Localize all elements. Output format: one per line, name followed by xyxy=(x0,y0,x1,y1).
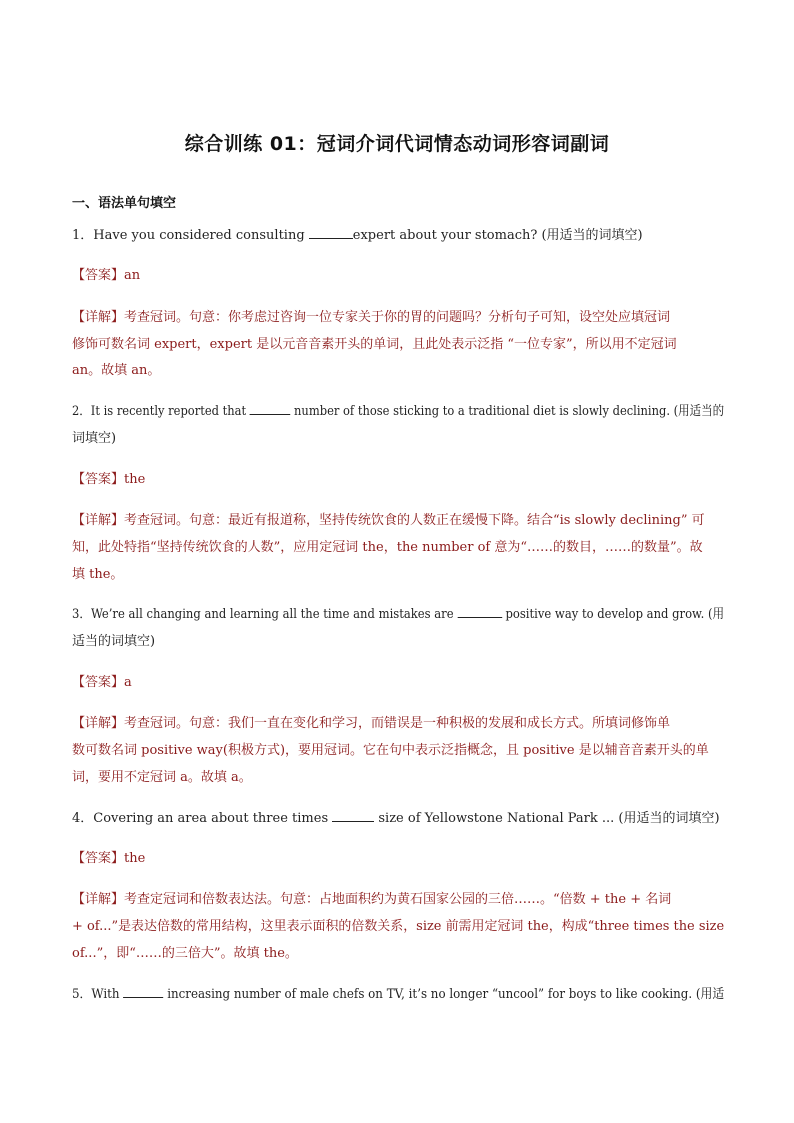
explanation-3-line-3: 词，要用不定冠词 a。故填 a。 xyxy=(72,770,252,785)
explanation-4-line-3: of...”，即“……的三倍大”。故填 the。 xyxy=(72,946,298,961)
question-1: 1．Have you considered consulting expert about your stomach? (用适当的词填空) xyxy=(72,228,643,243)
answer-blank xyxy=(309,226,353,239)
explanation-1-line-1: 【详解】考查冠词。句意：你考虑过咨询一位专家关于你的胃的问题吗？分析句子可知，设空处应填冠词 xyxy=(72,310,671,325)
answer-1: 【答案】an xyxy=(72,268,141,283)
question-4: 4．Covering an area about three times size of Yellowstone National Park ... (用适当的词填空) xyxy=(72,811,720,826)
explanation-3-line-1: 【详解】考查冠词。句意：我们一直在变化和学习，而错误是一种积极的发展和成长方式。所填词修饰单 xyxy=(72,716,671,731)
explanation-2-line-3: 填 the。 xyxy=(72,567,124,582)
answer-2: 【答案】the xyxy=(72,472,146,487)
explanation-4-line-1: 【详解】考查定冠词和倍数表达法。句意：占地面积约为黄石国家公园的三倍……。“倍数 + the + 名词 xyxy=(72,892,672,907)
question-5: 5．With increasing number of male chefs on TV, it’s no longer “uncool” for boys to like cooking. (用适 xyxy=(72,987,725,1002)
answer-blank xyxy=(123,985,163,998)
explanation-2-line-2: 知，此处特指“坚持传统饮食的人数”，应用定冠词 the，the number of 意为“……的数目，……的数量”。故 xyxy=(72,540,703,555)
answer-3: 【答案】a xyxy=(72,675,132,690)
question-2: 2．It is recently reported that number of those sticking to a traditional diet is slowly declining. (用适当的 xyxy=(72,404,725,419)
question-2-line-2: 词填空) xyxy=(72,431,117,446)
answer-blank xyxy=(250,402,291,415)
question-3: 3．We’re all changing and learning all the time and mistakes are positive way to develop and grow. (用 xyxy=(72,607,725,622)
answer-4: 【答案】the xyxy=(72,851,146,866)
question-3-line-2: 适当的词填空) xyxy=(72,634,156,649)
section-heading: 一、语法单句填空 xyxy=(72,196,177,211)
answer-blank xyxy=(332,809,374,822)
explanation-4-line-2: + of...”是表达倍数的常用结构，这里表示面积的倍数关系，size 前需用定冠词 the，构成“three times the size xyxy=(72,919,725,934)
explanation-2-line-1: 【详解】考查冠词。句意：最近有报道称，坚持传统饮食的人数正在缓慢下降。结合“is slowly declining” 可 xyxy=(72,513,705,528)
answer-blank xyxy=(457,605,502,618)
explanation-1-line-2: 修饰可数名词 expert，expert 是以元音音素开头的单词，且此处表示泛指 “一位专家”，所以用不定冠词 xyxy=(72,337,677,352)
explanation-3-line-2: 数可数名词 positive way(积极方式)，要用冠词。它在句中表示泛指概念，且 positive 是以辅音音素开头的单 xyxy=(72,743,709,758)
page-title: 综合训练 01：冠词介词代词情态动词形容词副词 xyxy=(184,133,610,155)
explanation-1-line-3: an。故填 an。 xyxy=(72,363,161,378)
